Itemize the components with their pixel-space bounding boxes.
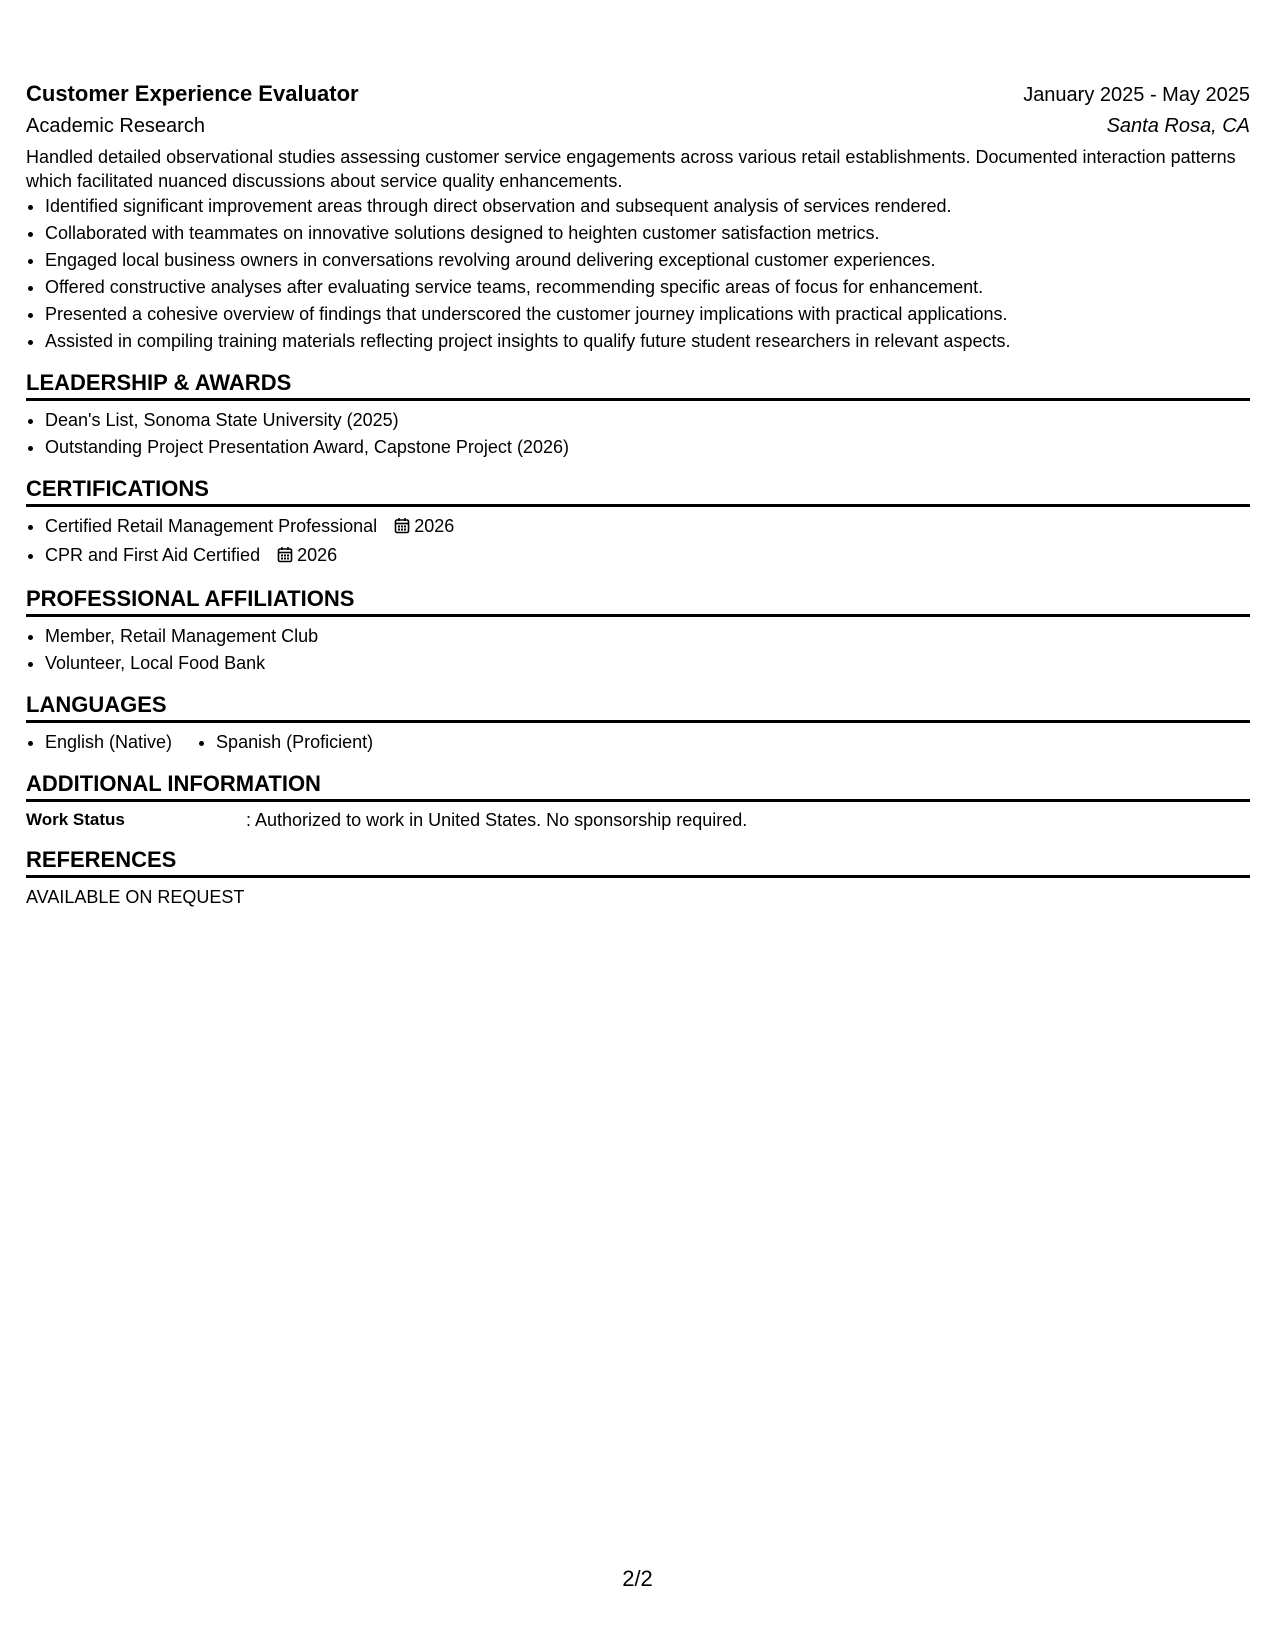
- experience-subheader: [26, 111, 1250, 141]
- references-text: AVAILABLE ON REQUEST: [26, 887, 245, 907]
- certification-year: 2026: [414, 516, 455, 536]
- affiliations-list: [26, 623, 1250, 677]
- section-title-references: REFERENCES: [26, 846, 1250, 878]
- list-item: • Offered constructive analyses after evaluating service teams, recommending specific areas of focus for enhancement.: [45, 274, 1250, 301]
- job-organization: Academic Research: [26, 115, 205, 137]
- job-title: Customer Experience Evaluator: [26, 81, 359, 106]
- list-item: • Assisted in compiling training materials reflecting project insights to qualify future student researchers in relevant aspects.: [45, 328, 1250, 355]
- list-item: • Presented a cohesive overview of findings that underscored the customer journey implications with practical applications.: [45, 301, 1250, 328]
- list-item: • Identified significant improvement areas through direct observation and subsequent analysis of services rendered.: [45, 193, 1250, 220]
- section-title-languages: LANGUAGES: [26, 691, 1250, 723]
- certification-name: CPR and First Aid Certified: [45, 545, 261, 565]
- leadership-list: [26, 407, 1250, 461]
- section-title-additional: ADDITIONAL INFORMATION: [26, 770, 1250, 802]
- list-item: • Spanish (Proficient): [216, 729, 373, 756]
- section-title-certifications: CERTIFICATIONS: [26, 475, 1250, 507]
- work-status-value: : Authorized to work in United States. No sponsorship required.: [246, 810, 748, 830]
- certification-year: 2026: [297, 545, 338, 565]
- list-item: • English (Native): [45, 729, 172, 756]
- certification-name: Certified Retail Management Professional: [45, 516, 378, 536]
- list-item: • Dean's List, Sonoma State University (2025): [45, 407, 1250, 434]
- job-location: Santa Rosa, CA: [1106, 115, 1250, 137]
- list-item: [45, 513, 1250, 542]
- list-item: • Collaborated with teammates on innovative solutions designed to heighten customer satisfaction metrics.: [45, 220, 1250, 247]
- list-item: • Engaged local business owners in conversations revolving around delivering exceptional customer experiences.: [45, 247, 1250, 274]
- languages-list: [26, 729, 1250, 756]
- resume-page: [26, 78, 1250, 910]
- work-status-row: [26, 808, 1250, 832]
- calendar-icon: [394, 515, 410, 542]
- calendar-icon: [277, 544, 293, 571]
- list-item: • Volunteer, Local Food Bank: [45, 650, 1250, 677]
- work-status-label: Work Status: [26, 810, 125, 829]
- list-item: • Member, Retail Management Club: [45, 623, 1250, 650]
- job-bullets: [26, 193, 1250, 355]
- job-dates: January 2025 - May 2025: [1023, 84, 1250, 106]
- job-summary: Handled detailed observational studies assessing customer service engagements across various retail establishments. Documented interaction patterns which facilitated nuanced discussions about service quality enhancements.: [26, 147, 1236, 191]
- page-number: 2/2: [622, 1566, 653, 1591]
- experience-header: [26, 78, 1250, 111]
- section-title-leadership: LEADERSHIP & AWARDS: [26, 369, 1250, 401]
- list-item: [45, 542, 1250, 571]
- section-title-affiliations: PROFESSIONAL AFFILIATIONS: [26, 585, 1250, 617]
- list-item: • Outstanding Project Presentation Award, Capstone Project (2026): [45, 434, 1250, 461]
- certifications-list: [26, 513, 1250, 571]
